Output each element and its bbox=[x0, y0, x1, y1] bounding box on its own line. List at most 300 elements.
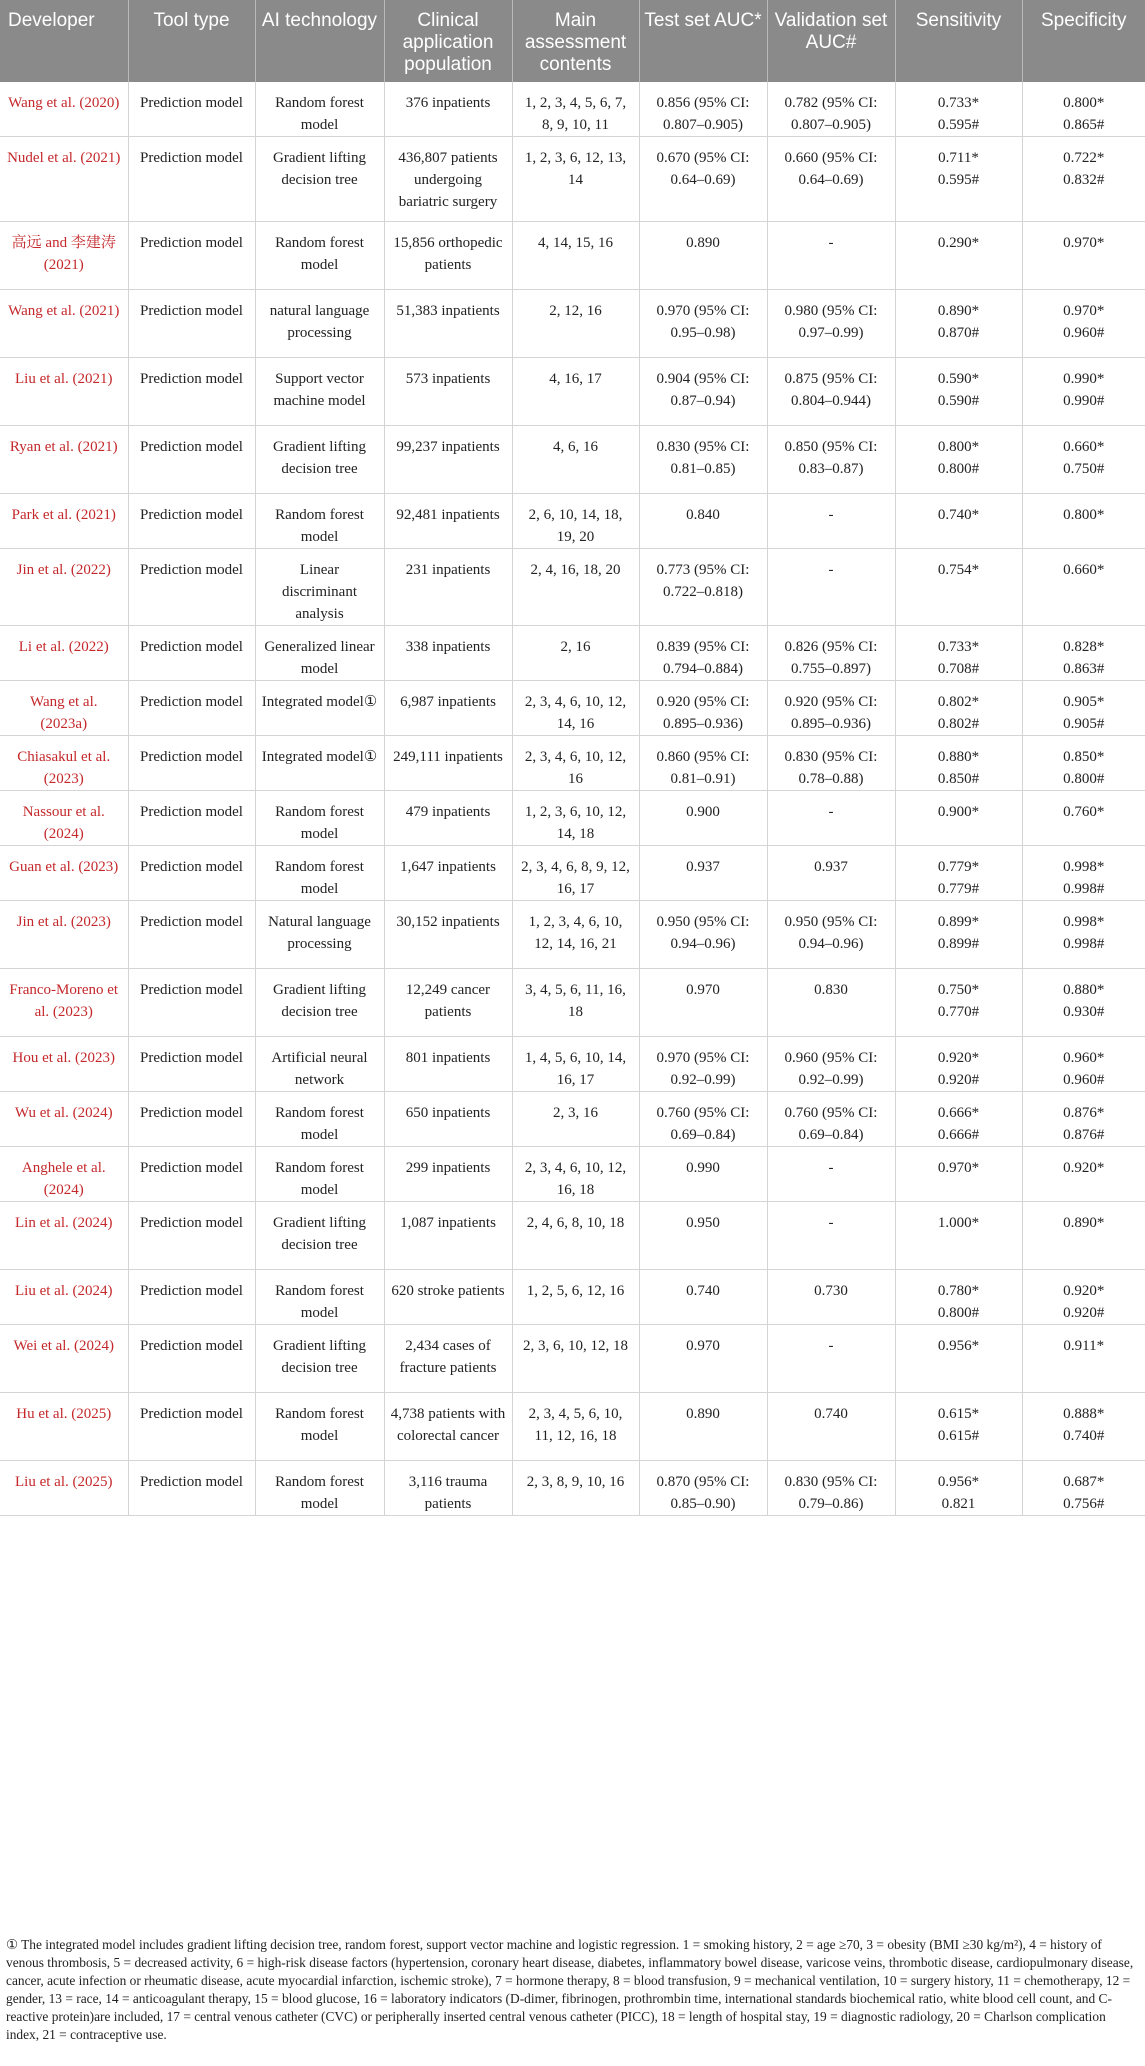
cell-test-auc: 0.937 bbox=[639, 846, 767, 901]
table-row bbox=[0, 549, 1145, 626]
cell-tool-type: Prediction model bbox=[128, 1461, 255, 1516]
cell-sensitivity bbox=[895, 137, 1022, 222]
cell-test-auc: 0.920 (95% CI: 0.895–0.936) bbox=[639, 681, 767, 736]
cell-specificity-value: 0.863# bbox=[1063, 661, 1105, 677]
cell-population: 1,087 inpatients bbox=[384, 1202, 512, 1270]
cell-population: 6,987 inpatients bbox=[384, 681, 512, 736]
cell-specificity-value: 0.960# bbox=[1063, 1072, 1105, 1088]
cell-validation-auc: 0.980 (95% CI: 0.97–0.99) bbox=[767, 290, 895, 358]
cell-sensitivity bbox=[895, 1461, 1022, 1516]
cell-developer: Nudel et al. (2021) bbox=[0, 137, 128, 222]
cell-ai-technology: Random forest model bbox=[255, 82, 384, 137]
cell-test-auc: 0.890 bbox=[639, 222, 767, 290]
cell-assessment-contents: 4, 14, 15, 16 bbox=[512, 222, 639, 290]
cell-specificity bbox=[1022, 1092, 1145, 1147]
cell-specificity-value: 0.960# bbox=[1063, 325, 1105, 341]
column-header: Specificity bbox=[1022, 0, 1145, 82]
cell-tool-type: Prediction model bbox=[128, 901, 255, 969]
cell-developer: 高远 and 李建涛 (2021) bbox=[0, 222, 128, 290]
cell-assessment-contents: 2, 12, 16 bbox=[512, 290, 639, 358]
cell-specificity-value: 0.687* bbox=[1063, 1474, 1105, 1490]
cell-developer: Wang et al. (2021) bbox=[0, 290, 128, 358]
cell-sensitivity bbox=[895, 1037, 1022, 1092]
cell-specificity bbox=[1022, 358, 1145, 426]
cell-assessment-contents: 2, 3, 4, 5, 6, 10, 11, 12, 16, 18 bbox=[512, 1393, 639, 1461]
cell-tool-type: Prediction model bbox=[128, 846, 255, 901]
cell-validation-auc: 0.875 (95% CI: 0.804–0.944) bbox=[767, 358, 895, 426]
cell-sensitivity-value: 0.754* bbox=[937, 562, 980, 578]
cell-specificity-value: 0.970* bbox=[1063, 235, 1105, 251]
table-row bbox=[0, 736, 1145, 791]
cell-ai-technology: Random forest model bbox=[255, 494, 384, 549]
cell-specificity-value: 0.905# bbox=[1063, 716, 1105, 732]
cell-validation-auc: 0.660 (95% CI: 0.64–0.69) bbox=[767, 137, 895, 222]
cell-ai-technology: Random forest model bbox=[255, 1092, 384, 1147]
cell-validation-auc: 0.830 bbox=[767, 969, 895, 1037]
cell-specificity-value: 0.911* bbox=[1063, 1338, 1105, 1354]
column-header: Sensitivity bbox=[895, 0, 1022, 82]
cell-validation-auc: - bbox=[767, 549, 895, 626]
cell-population: 99,237 inpatients bbox=[384, 426, 512, 494]
cell-sensitivity-value: 0.666# bbox=[937, 1127, 980, 1143]
cell-tool-type: Prediction model bbox=[128, 969, 255, 1037]
cell-specificity-value: 0.888* bbox=[1063, 1406, 1105, 1422]
table-row bbox=[0, 82, 1145, 137]
cell-test-auc: 0.740 bbox=[639, 1270, 767, 1325]
column-header: Clinical application population bbox=[384, 0, 512, 82]
cell-validation-auc: - bbox=[767, 1202, 895, 1270]
cell-specificity-value: 0.920* bbox=[1063, 1160, 1105, 1176]
column-header: Tool type bbox=[128, 0, 255, 82]
cell-sensitivity bbox=[895, 290, 1022, 358]
cell-ai-technology: Generalized linear model bbox=[255, 626, 384, 681]
table-row bbox=[0, 791, 1145, 846]
cell-sensitivity-value: 0.779# bbox=[937, 881, 980, 897]
cell-specificity-value: 0.960* bbox=[1063, 1050, 1105, 1066]
table-footnote: ① The integrated model includes gradient lifting decision tree, random forest, support vector machine and logistic regression. 1 = smoking history, 2 = age ≥70, 3 = obesity (BMI ≥30 kg/m²), 4 = history of venous thrombosis, 5 = decreased activity, 6 = high-risk disease factors (hypertension, coronary heart disease, diabetes, inflammatory bowel disease, varicose veins, thrombotic disease, cardiopulmonary disease, cancer, acute infection or rheumatic disease, acute myocardial infarction, ischemic stroke), 7 = hormone therapy, 8 = blood transfusion, 9 = mechanical ventilation, 10 = surgery history, 11 = chemotherapy, 12 = gender, 13 = race, 14 = anticoagulant therapy, 15 = blood glucose, 16 = laboratory indicators (D-dimer, fibrinogen, prothrombin time, international standards biochemical ratio, white blood cell count, and C-reactive protein)are included, 17 = central venous catheter (CVC) or peripherally inserted central venous catheter (PICC), 18 = length of hospital stay, 19 = diagnostic radiology, 20 = Charlson complication index, 21 = contraceptive use. bbox=[6, 1937, 1134, 2042]
cell-sensitivity-value: 0.850# bbox=[937, 771, 980, 787]
cell-population: 620 stroke patients bbox=[384, 1270, 512, 1325]
cell-sensitivity-value: 0.821 bbox=[941, 1496, 976, 1512]
cell-ai-technology: Integrated model① bbox=[255, 736, 384, 791]
cell-assessment-contents: 2, 4, 16, 18, 20 bbox=[512, 549, 639, 626]
cell-validation-auc: - bbox=[767, 1325, 895, 1393]
cell-developer: Hou et al. (2023) bbox=[0, 1037, 128, 1092]
cell-ai-technology: Gradient lifting decision tree bbox=[255, 137, 384, 222]
cell-specificity bbox=[1022, 222, 1145, 290]
cell-sensitivity bbox=[895, 626, 1022, 681]
cell-population: 573 inpatients bbox=[384, 358, 512, 426]
cell-population: 92,481 inpatients bbox=[384, 494, 512, 549]
table-row bbox=[0, 222, 1145, 290]
cell-validation-auc: - bbox=[767, 494, 895, 549]
cell-specificity-value: 0.998# bbox=[1063, 936, 1105, 952]
cell-validation-auc: 0.920 (95% CI: 0.895–0.936) bbox=[767, 681, 895, 736]
cell-specificity-value: 0.865# bbox=[1063, 117, 1105, 133]
cell-tool-type: Prediction model bbox=[128, 736, 255, 791]
cell-specificity-value: 0.800# bbox=[1063, 771, 1105, 787]
cell-sensitivity bbox=[895, 1092, 1022, 1147]
cell-sensitivity-value: 0.595# bbox=[937, 172, 980, 188]
cell-specificity-value: 0.828* bbox=[1063, 639, 1105, 655]
cell-test-auc: 0.839 (95% CI: 0.794–0.884) bbox=[639, 626, 767, 681]
cell-validation-auc: 0.830 (95% CI: 0.78–0.88) bbox=[767, 736, 895, 791]
cell-sensitivity-value: 0.780* bbox=[937, 1283, 980, 1299]
cell-sensitivity bbox=[895, 1325, 1022, 1393]
cell-specificity bbox=[1022, 1037, 1145, 1092]
cell-developer: Wei et al. (2024) bbox=[0, 1325, 128, 1393]
cell-population: 650 inpatients bbox=[384, 1092, 512, 1147]
cell-sensitivity-value: 0.750* bbox=[937, 982, 980, 998]
cell-validation-auc: 0.960 (95% CI: 0.92–0.99) bbox=[767, 1037, 895, 1092]
cell-sensitivity-value: 0.880* bbox=[937, 749, 980, 765]
cell-population: 436,807 patients undergoing bariatric surgery bbox=[384, 137, 512, 222]
cell-ai-technology: Gradient lifting decision tree bbox=[255, 426, 384, 494]
cell-tool-type: Prediction model bbox=[128, 426, 255, 494]
cell-specificity-value: 0.800* bbox=[1063, 95, 1105, 111]
cell-specificity-value: 0.660* bbox=[1063, 562, 1105, 578]
cell-specificity-value: 0.740# bbox=[1063, 1428, 1105, 1444]
cell-test-auc: 0.870 (95% CI: 0.85–0.90) bbox=[639, 1461, 767, 1516]
cell-test-auc: 0.900 bbox=[639, 791, 767, 846]
cell-sensitivity-value: 0.590* bbox=[937, 371, 980, 387]
cell-tool-type: Prediction model bbox=[128, 1202, 255, 1270]
cell-sensitivity bbox=[895, 358, 1022, 426]
cell-ai-technology: Linear discriminant analysis bbox=[255, 549, 384, 626]
table-row bbox=[0, 1092, 1145, 1147]
cell-test-auc: 0.950 (95% CI: 0.94–0.96) bbox=[639, 901, 767, 969]
cell-developer: Nassour et al. (2024) bbox=[0, 791, 128, 846]
cell-sensitivity bbox=[895, 1393, 1022, 1461]
cell-developer: Franco-Moreno et al. (2023) bbox=[0, 969, 128, 1037]
cell-specificity bbox=[1022, 1461, 1145, 1516]
cell-sensitivity-value: 0.900* bbox=[937, 804, 980, 820]
cell-test-auc: 0.840 bbox=[639, 494, 767, 549]
cell-population: 801 inpatients bbox=[384, 1037, 512, 1092]
table-row bbox=[0, 358, 1145, 426]
cell-sensitivity-value: 1.000* bbox=[937, 1215, 980, 1231]
cell-tool-type: Prediction model bbox=[128, 137, 255, 222]
cell-sensitivity-value: 0.800# bbox=[937, 461, 980, 477]
cell-sensitivity-value: 0.615* bbox=[937, 1406, 980, 1422]
cell-assessment-contents: 2, 6, 10, 14, 18, 19, 20 bbox=[512, 494, 639, 549]
cell-population: 51,383 inpatients bbox=[384, 290, 512, 358]
cell-specificity-value: 0.760* bbox=[1063, 804, 1105, 820]
cell-specificity-value: 0.800* bbox=[1063, 507, 1105, 523]
cell-tool-type: Prediction model bbox=[128, 1270, 255, 1325]
cell-sensitivity-value: 0.800# bbox=[937, 1305, 980, 1321]
cell-specificity bbox=[1022, 1393, 1145, 1461]
cell-test-auc: 0.970 bbox=[639, 1325, 767, 1393]
cell-specificity bbox=[1022, 901, 1145, 969]
cell-specificity bbox=[1022, 791, 1145, 846]
cell-developer: Ryan et al. (2021) bbox=[0, 426, 128, 494]
cell-assessment-contents: 1, 2, 3, 4, 5, 6, 7, 8, 9, 10, 11 bbox=[512, 82, 639, 137]
cell-test-auc: 0.970 (95% CI: 0.92–0.99) bbox=[639, 1037, 767, 1092]
cell-sensitivity bbox=[895, 736, 1022, 791]
cell-tool-type: Prediction model bbox=[128, 1393, 255, 1461]
table-row bbox=[0, 1325, 1145, 1393]
cell-specificity-value: 0.990* bbox=[1063, 371, 1105, 387]
cell-ai-technology: Artificial neural network bbox=[255, 1037, 384, 1092]
cell-validation-auc: 0.782 (95% CI: 0.807–0.905) bbox=[767, 82, 895, 137]
cell-sensitivity-value: 0.802# bbox=[937, 716, 980, 732]
cell-tool-type: Prediction model bbox=[128, 1147, 255, 1202]
cell-developer: Wang et al. (2023a) bbox=[0, 681, 128, 736]
cell-assessment-contents: 3, 4, 5, 6, 11, 16, 18 bbox=[512, 969, 639, 1037]
cell-assessment-contents: 2, 3, 6, 10, 12, 18 bbox=[512, 1325, 639, 1393]
cell-validation-auc: - bbox=[767, 1147, 895, 1202]
cell-specificity bbox=[1022, 969, 1145, 1037]
cell-assessment-contents: 2, 4, 6, 8, 10, 18 bbox=[512, 1202, 639, 1270]
cell-sensitivity-value: 0.890* bbox=[937, 303, 980, 319]
cell-specificity-value: 0.930# bbox=[1063, 1004, 1105, 1020]
cell-sensitivity bbox=[895, 791, 1022, 846]
cell-sensitivity-value: 0.956* bbox=[937, 1338, 980, 1354]
table-row bbox=[0, 1037, 1145, 1092]
cell-specificity-value: 0.890* bbox=[1063, 1215, 1105, 1231]
cell-validation-auc: 0.826 (95% CI: 0.755–0.897) bbox=[767, 626, 895, 681]
table-row bbox=[0, 1202, 1145, 1270]
cell-test-auc: 0.760 (95% CI: 0.69–0.84) bbox=[639, 1092, 767, 1147]
cell-specificity-value: 0.756# bbox=[1063, 1496, 1105, 1512]
cell-assessment-contents: 2, 16 bbox=[512, 626, 639, 681]
table-row bbox=[0, 969, 1145, 1037]
cell-sensitivity bbox=[895, 846, 1022, 901]
cell-test-auc: 0.830 (95% CI: 0.81–0.85) bbox=[639, 426, 767, 494]
table-row bbox=[0, 426, 1145, 494]
table-row bbox=[0, 1461, 1145, 1516]
column-header: Validation set AUC# bbox=[767, 0, 895, 82]
cell-assessment-contents: 2, 3, 16 bbox=[512, 1092, 639, 1147]
table-row bbox=[0, 1270, 1145, 1325]
cell-tool-type: Prediction model bbox=[128, 1325, 255, 1393]
cell-tool-type: Prediction model bbox=[128, 549, 255, 626]
cell-sensitivity bbox=[895, 1147, 1022, 1202]
table-row bbox=[0, 846, 1145, 901]
cell-validation-auc: - bbox=[767, 222, 895, 290]
cell-specificity-value: 0.750# bbox=[1063, 461, 1105, 477]
cell-sensitivity-value: 0.899# bbox=[937, 936, 980, 952]
cell-ai-technology: Natural language processing bbox=[255, 901, 384, 969]
cell-specificity-value: 0.876# bbox=[1063, 1127, 1105, 1143]
cell-ai-technology: Random forest model bbox=[255, 222, 384, 290]
cell-specificity bbox=[1022, 1147, 1145, 1202]
cell-validation-auc: 0.950 (95% CI: 0.94–0.96) bbox=[767, 901, 895, 969]
header-row bbox=[0, 0, 1145, 82]
cell-sensitivity-value: 0.920# bbox=[937, 1072, 980, 1088]
column-header: AI technology bbox=[255, 0, 384, 82]
cell-assessment-contents: 2, 3, 4, 6, 8, 9, 12, 16, 17 bbox=[512, 846, 639, 901]
cell-specificity bbox=[1022, 82, 1145, 137]
cell-assessment-contents: 1, 2, 3, 6, 10, 12, 14, 18 bbox=[512, 791, 639, 846]
cell-specificity-value: 0.920# bbox=[1063, 1305, 1105, 1321]
cell-developer: Wang et al. (2020) bbox=[0, 82, 128, 137]
cell-ai-technology: Support vector machine model bbox=[255, 358, 384, 426]
column-header: Developer bbox=[0, 0, 128, 82]
cell-ai-technology: Gradient lifting decision tree bbox=[255, 1202, 384, 1270]
table-body bbox=[0, 82, 1145, 1516]
cell-specificity bbox=[1022, 1270, 1145, 1325]
cell-population: 3,116 trauma patients bbox=[384, 1461, 512, 1516]
cell-population: 30,152 inpatients bbox=[384, 901, 512, 969]
cell-sensitivity-value: 0.899* bbox=[937, 914, 980, 930]
cell-assessment-contents: 1, 2, 5, 6, 12, 16 bbox=[512, 1270, 639, 1325]
cell-ai-technology: Random forest model bbox=[255, 1393, 384, 1461]
cell-population: 4,738 patients with colorectal cancer bbox=[384, 1393, 512, 1461]
cell-developer: Jin et al. (2023) bbox=[0, 901, 128, 969]
cell-sensitivity bbox=[895, 222, 1022, 290]
cell-test-auc: 0.860 (95% CI: 0.81–0.91) bbox=[639, 736, 767, 791]
cell-assessment-contents: 1, 2, 3, 6, 12, 13, 14 bbox=[512, 137, 639, 222]
cell-population: 12,249 cancer patients bbox=[384, 969, 512, 1037]
cell-sensitivity-value: 0.870# bbox=[937, 325, 980, 341]
cell-tool-type: Prediction model bbox=[128, 358, 255, 426]
cell-assessment-contents: 2, 3, 4, 6, 10, 12, 14, 16 bbox=[512, 681, 639, 736]
cell-sensitivity-value: 0.970* bbox=[937, 1160, 980, 1176]
cell-sensitivity bbox=[895, 82, 1022, 137]
cell-developer: Li et al. (2022) bbox=[0, 626, 128, 681]
cell-developer: Guan et al. (2023) bbox=[0, 846, 128, 901]
cell-tool-type: Prediction model bbox=[128, 681, 255, 736]
column-header: Main assessment contents bbox=[512, 0, 639, 82]
cell-population: 2,434 cases of fracture patients bbox=[384, 1325, 512, 1393]
cell-developer: Jin et al. (2022) bbox=[0, 549, 128, 626]
table-row bbox=[0, 137, 1145, 222]
cell-test-auc: 0.856 (95% CI: 0.807–0.905) bbox=[639, 82, 767, 137]
cell-sensitivity-value: 0.708# bbox=[937, 661, 980, 677]
cell-tool-type: Prediction model bbox=[128, 222, 255, 290]
cell-ai-technology: Random forest model bbox=[255, 1270, 384, 1325]
cell-ai-technology: Random forest model bbox=[255, 846, 384, 901]
cell-population: 15,856 orthopedic patients bbox=[384, 222, 512, 290]
cell-developer: Hu et al. (2025) bbox=[0, 1393, 128, 1461]
cell-sensitivity bbox=[895, 681, 1022, 736]
cell-validation-auc: 0.850 (95% CI: 0.83–0.87) bbox=[767, 426, 895, 494]
cell-specificity bbox=[1022, 494, 1145, 549]
cell-assessment-contents: 2, 3, 4, 6, 10, 12, 16 bbox=[512, 736, 639, 791]
cell-sensitivity bbox=[895, 901, 1022, 969]
cell-specificity-value: 0.998* bbox=[1063, 859, 1105, 875]
cell-specificity-value: 0.905* bbox=[1063, 694, 1105, 710]
cell-sensitivity-value: 0.770# bbox=[937, 1004, 980, 1020]
cell-test-auc: 0.970 (95% CI: 0.95–0.98) bbox=[639, 290, 767, 358]
cell-population: 1,647 inpatients bbox=[384, 846, 512, 901]
cell-ai-technology: Random forest model bbox=[255, 1461, 384, 1516]
cell-specificity bbox=[1022, 1202, 1145, 1270]
cell-sensitivity bbox=[895, 1270, 1022, 1325]
cell-validation-auc: - bbox=[767, 791, 895, 846]
cell-test-auc: 0.773 (95% CI: 0.722–0.818) bbox=[639, 549, 767, 626]
cell-specificity bbox=[1022, 290, 1145, 358]
cell-developer: Lin et al. (2024) bbox=[0, 1202, 128, 1270]
table-row bbox=[0, 494, 1145, 549]
cell-ai-technology: Gradient lifting decision tree bbox=[255, 1325, 384, 1393]
cell-validation-auc: 0.760 (95% CI: 0.69–0.84) bbox=[767, 1092, 895, 1147]
cell-sensitivity-value: 0.615# bbox=[937, 1428, 980, 1444]
cell-test-auc: 0.950 bbox=[639, 1202, 767, 1270]
cell-sensitivity-value: 0.590# bbox=[937, 393, 980, 409]
table-row bbox=[0, 626, 1145, 681]
table-row bbox=[0, 1147, 1145, 1202]
cell-sensitivity-value: 0.711* bbox=[938, 150, 979, 166]
cell-specificity bbox=[1022, 426, 1145, 494]
cell-validation-auc: 0.740 bbox=[767, 1393, 895, 1461]
cell-test-auc: 0.670 (95% CI: 0.64–0.69) bbox=[639, 137, 767, 222]
cell-specificity-value: 0.850* bbox=[1063, 749, 1105, 765]
cell-test-auc: 0.990 bbox=[639, 1147, 767, 1202]
cell-sensitivity bbox=[895, 426, 1022, 494]
cell-specificity bbox=[1022, 736, 1145, 791]
cell-validation-auc: 0.937 bbox=[767, 846, 895, 901]
cell-ai-technology: Integrated model① bbox=[255, 681, 384, 736]
cell-ai-technology: Random forest model bbox=[255, 1147, 384, 1202]
cell-assessment-contents: 2, 3, 8, 9, 10, 16 bbox=[512, 1461, 639, 1516]
cell-sensitivity-value: 0.956* bbox=[937, 1474, 980, 1490]
cell-test-auc: 0.970 bbox=[639, 969, 767, 1037]
cell-developer: Chiasakul et al. (2023) bbox=[0, 736, 128, 791]
cell-sensitivity-value: 0.733* bbox=[937, 95, 980, 111]
column-header: Test set AUC* bbox=[639, 0, 767, 82]
cell-specificity-value: 0.832# bbox=[1063, 172, 1105, 188]
cell-sensitivity bbox=[895, 494, 1022, 549]
table-row bbox=[0, 1393, 1145, 1461]
cell-sensitivity-value: 0.666* bbox=[937, 1105, 980, 1121]
cell-specificity bbox=[1022, 1325, 1145, 1393]
cell-ai-technology: natural language processing bbox=[255, 290, 384, 358]
cell-sensitivity-value: 0.800* bbox=[937, 439, 980, 455]
table-row bbox=[0, 681, 1145, 736]
cell-sensitivity bbox=[895, 1202, 1022, 1270]
cell-tool-type: Prediction model bbox=[128, 290, 255, 358]
cell-sensitivity-value: 0.779* bbox=[937, 859, 980, 875]
cell-sensitivity bbox=[895, 549, 1022, 626]
cell-specificity-value: 0.998* bbox=[1063, 914, 1105, 930]
cell-population: 249,111 inpatients bbox=[384, 736, 512, 791]
cell-specificity bbox=[1022, 626, 1145, 681]
cell-specificity bbox=[1022, 549, 1145, 626]
cell-tool-type: Prediction model bbox=[128, 1092, 255, 1147]
cell-ai-technology: Gradient lifting decision tree bbox=[255, 969, 384, 1037]
cell-sensitivity-value: 0.920* bbox=[937, 1050, 980, 1066]
cell-tool-type: Prediction model bbox=[128, 1037, 255, 1092]
cell-sensitivity-value: 0.290* bbox=[937, 235, 980, 251]
cell-validation-auc: 0.830 (95% CI: 0.79–0.86) bbox=[767, 1461, 895, 1516]
cell-tool-type: Prediction model bbox=[128, 494, 255, 549]
cell-developer: Liu et al. (2024) bbox=[0, 1270, 128, 1325]
cell-specificity bbox=[1022, 681, 1145, 736]
table-header bbox=[0, 0, 1145, 82]
cell-specificity bbox=[1022, 846, 1145, 901]
cell-specificity bbox=[1022, 137, 1145, 222]
cell-sensitivity-value: 0.595# bbox=[937, 117, 980, 133]
cell-sensitivity bbox=[895, 969, 1022, 1037]
cell-population: 231 inpatients bbox=[384, 549, 512, 626]
cell-developer: Wu et al. (2024) bbox=[0, 1092, 128, 1147]
cell-sensitivity-value: 0.802* bbox=[937, 694, 980, 710]
cell-assessment-contents: 1, 2, 3, 4, 6, 10, 12, 14, 16, 21 bbox=[512, 901, 639, 969]
cell-ai-technology: Random forest model bbox=[255, 791, 384, 846]
cell-population: 299 inpatients bbox=[384, 1147, 512, 1202]
cell-tool-type: Prediction model bbox=[128, 82, 255, 137]
cell-developer: Liu et al. (2025) bbox=[0, 1461, 128, 1516]
cell-specificity-value: 0.880* bbox=[1063, 982, 1105, 998]
table-row bbox=[0, 290, 1145, 358]
cell-developer: Liu et al. (2021) bbox=[0, 358, 128, 426]
table-row bbox=[0, 901, 1145, 969]
cell-specificity-value: 0.990# bbox=[1063, 393, 1105, 409]
cell-assessment-contents: 4, 16, 17 bbox=[512, 358, 639, 426]
